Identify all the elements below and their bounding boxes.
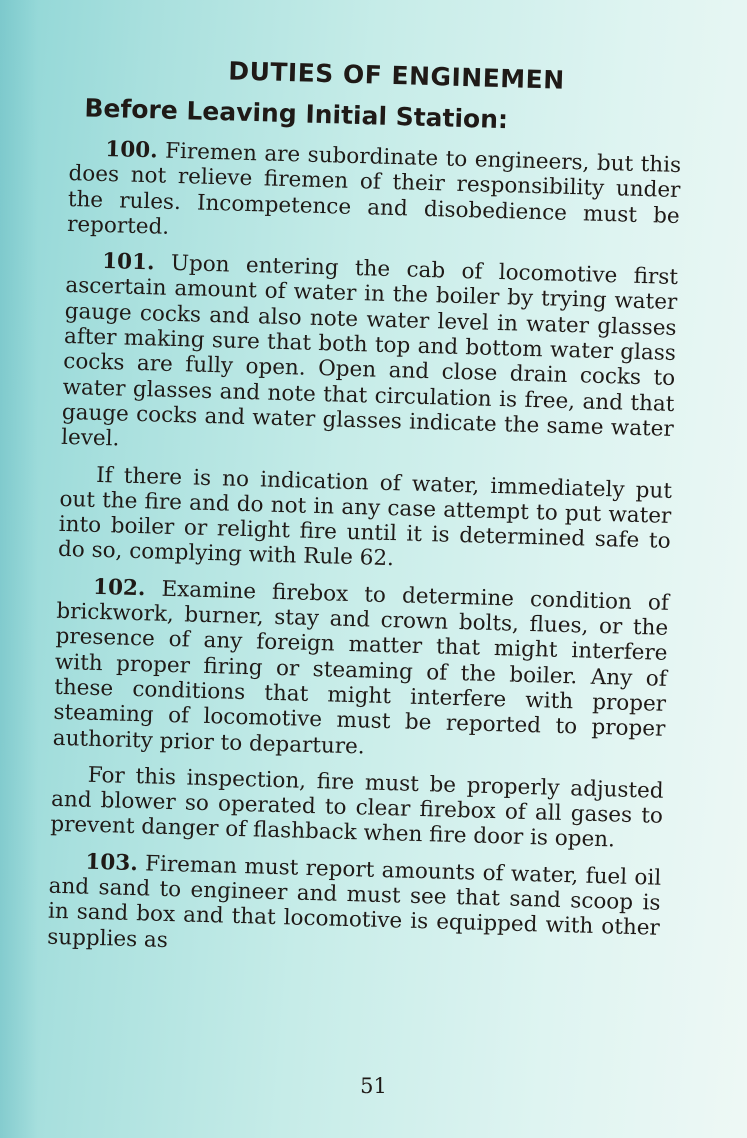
rule-text: Fireman must report amounts of water, fuel oil and sand to engineer and must see that sand scoop is in sand box and that locomotive is equipped with other supplies as: [46, 851, 662, 953]
rule-100-paragraph: [67, 136, 682, 254]
rule-text: Firemen are subordinate to engineers, but this does not relieve firemen of their responsibility under the rules. Incompetence and disobedience must be reported.: [66, 138, 682, 240]
rule-102-paragraph: [52, 574, 669, 768]
rule-number: 101.: [101, 249, 155, 276]
rule-103-paragraph: [47, 848, 662, 966]
page-number: 51: [360, 1074, 387, 1098]
rule-102-continuation: [50, 762, 664, 855]
rule-text: If there is no indication of water, immediately put out the fire and do not in any case attempt to put water into boiler or relight fire until it is determined safe to do so, complying with Rule 62.: [57, 462, 673, 572]
page-content: [47, 52, 684, 967]
rule-text: Examine firebox to determine condition of brickwork, burner, stay and crown bolts, flues, or the presence of any foreign matter that might interfere with proper firing or steaming of the boiler. Any of these conditions that might interfere with proper steaming of locomotive must be reported to proper authority prior to departure.: [52, 576, 670, 759]
page-heading: DUTIES OF ENGINEMEN: [227, 56, 566, 95]
rule-number: 103.: [85, 849, 139, 876]
rule-101-paragraph: [61, 248, 678, 467]
rule-101-continuation: [58, 461, 673, 579]
rule-text: For this inspection, fire must be properly adjusted and blower so operated to clear firebox of all gases to prevent danger of flashback when fire door is open.: [50, 762, 664, 853]
rule-number: 100.: [104, 136, 158, 164]
section-subheading: Before Leaving Initial Station:: [84, 93, 509, 135]
rule-number: 102.: [92, 574, 146, 602]
rule-text: Upon entering the cab of locomotive first ascertain amount of water in the boiler by trying water gauge cocks and also note water level in water glasses after making sure that both top and bottom water glass cocks are fully open. Open and close drain cocks to water glasses and note that circulation is free, and that gauge cocks and water glasses indicate the same water level.: [60, 251, 679, 452]
